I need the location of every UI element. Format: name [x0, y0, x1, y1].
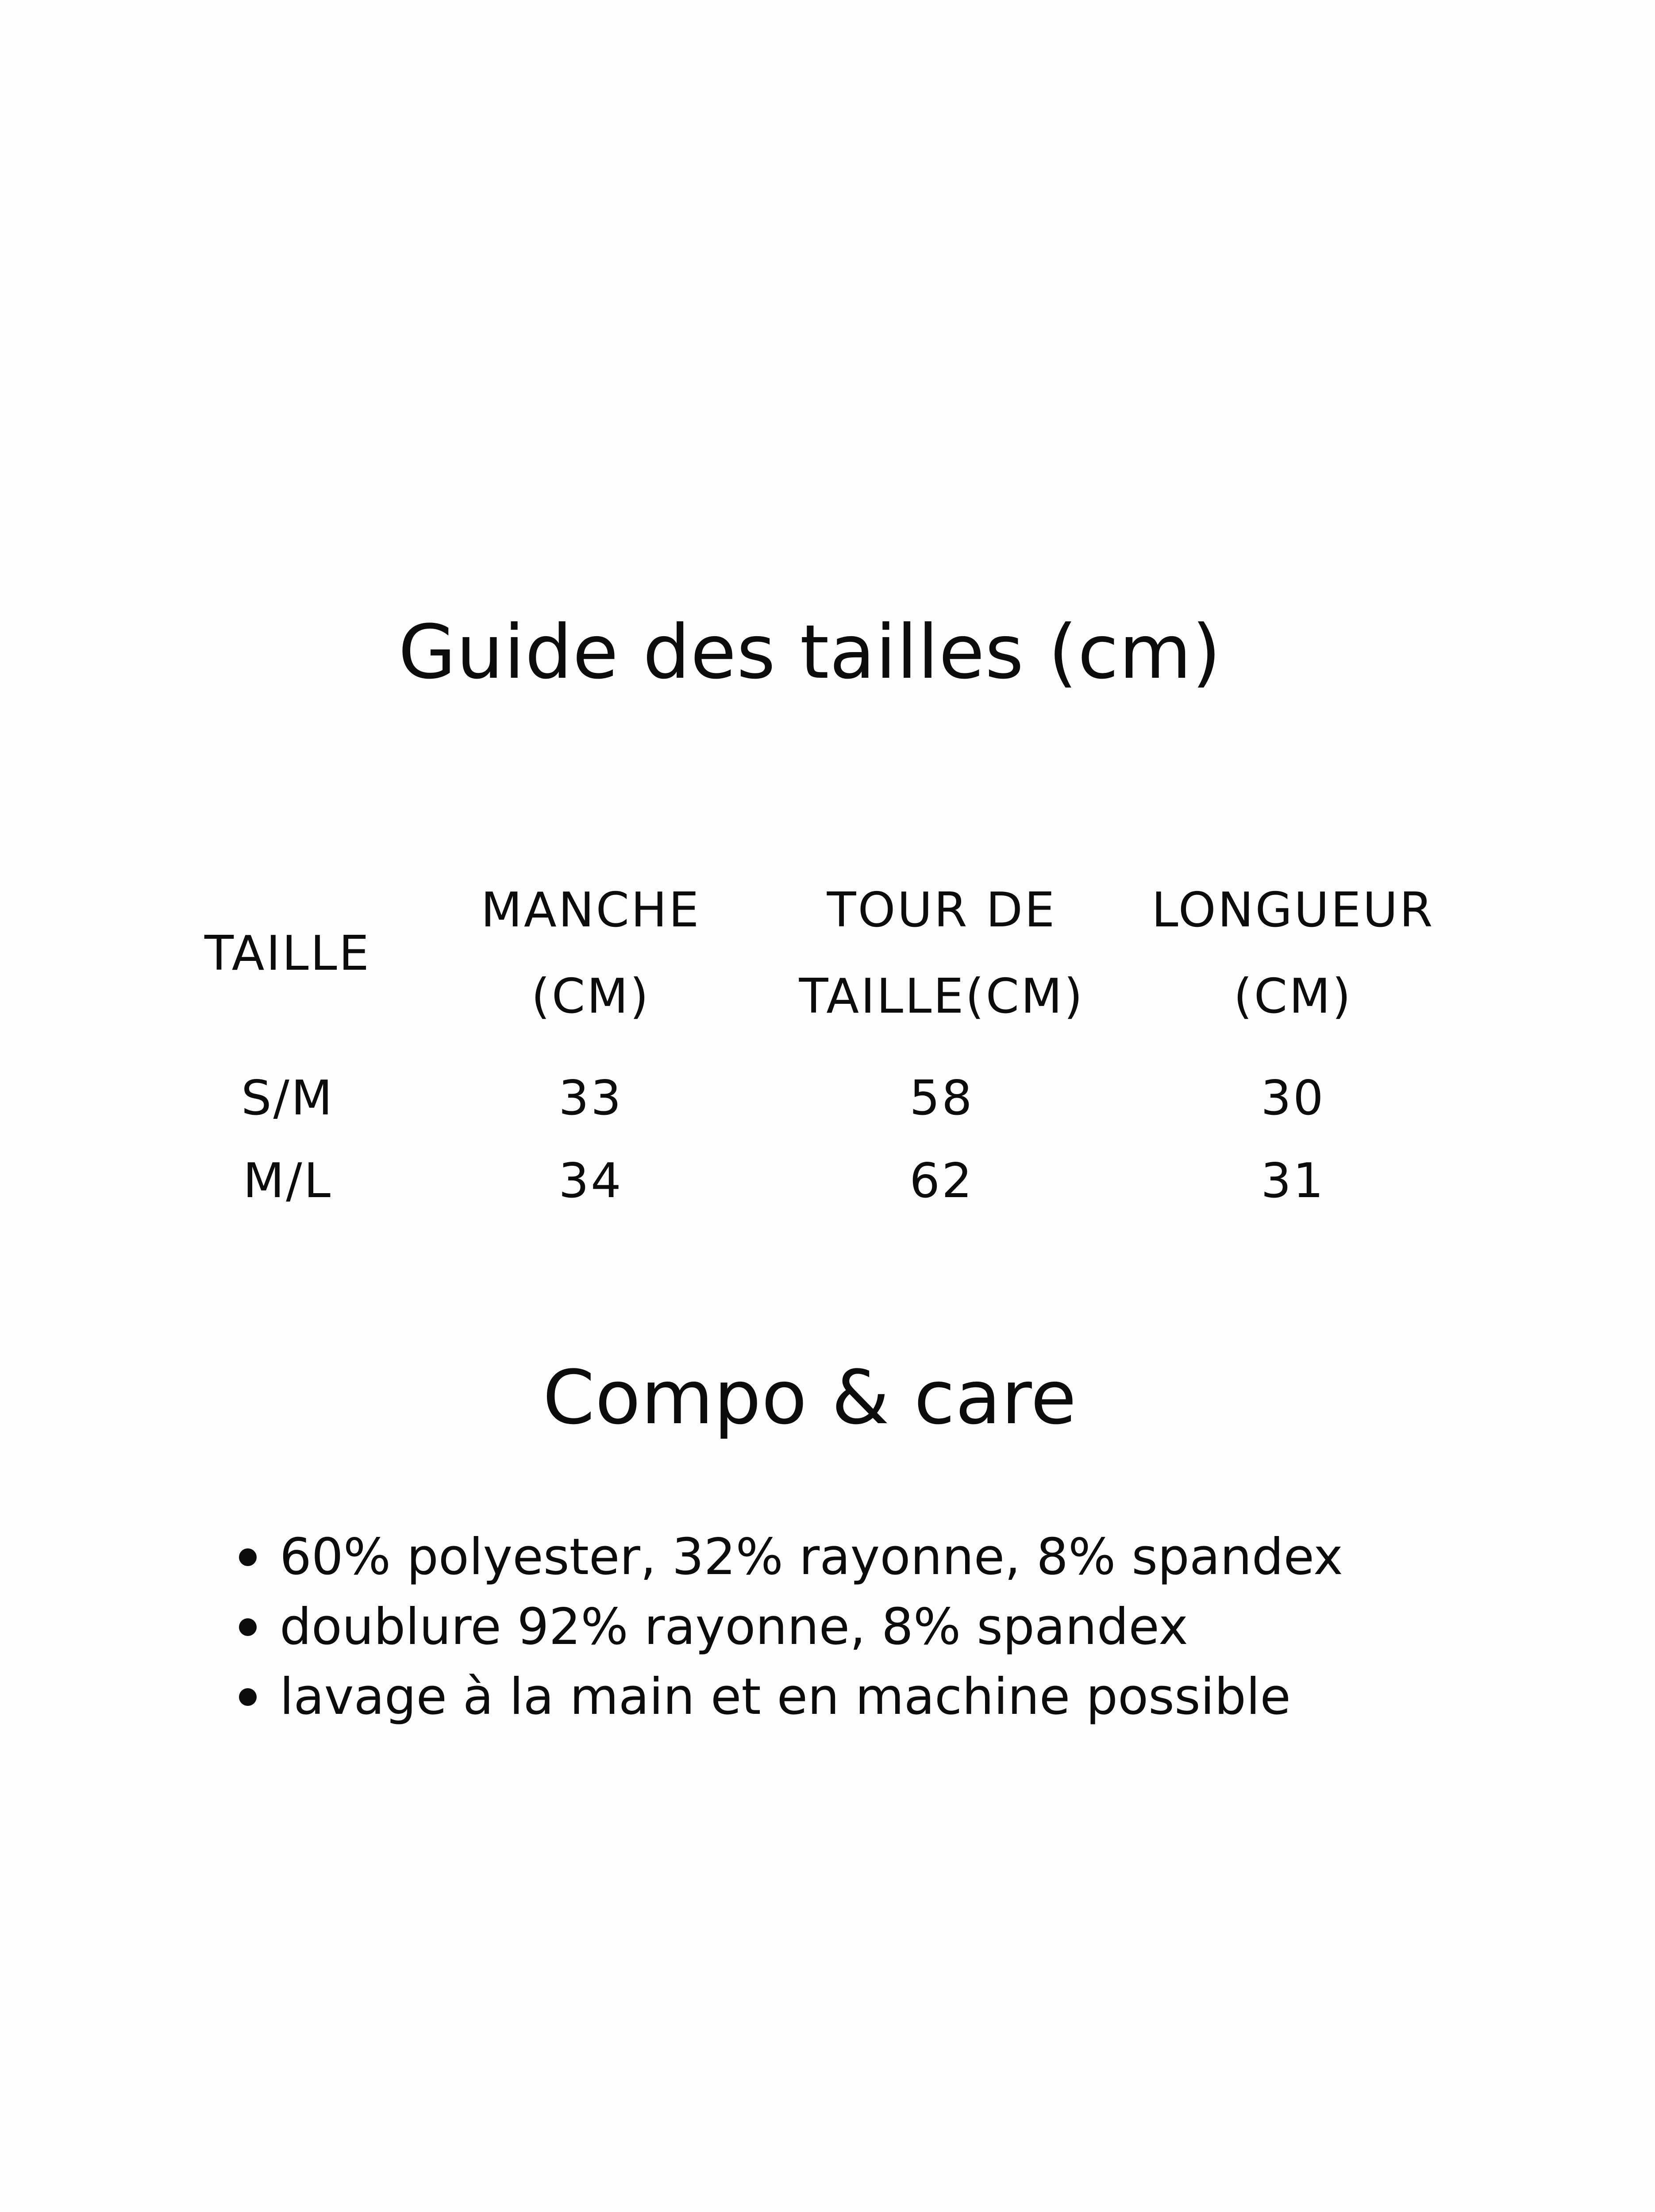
bullet-icon	[239, 1548, 257, 1566]
list-item	[230, 1662, 1343, 1732]
header-tour-line-1: TOUR DE	[827, 883, 1057, 938]
header-longueur-line-1: LONGUEUR	[1151, 883, 1435, 938]
header-manche	[481, 867, 701, 1040]
list-item	[230, 1592, 1343, 1662]
bullet-icon	[239, 1688, 257, 1706]
size-table	[0, 867, 1655, 1221]
table-cell-size: M/L	[243, 1153, 332, 1209]
size-guide-title: Guide des tailles (cm)	[398, 609, 1221, 695]
header-taille: TAILLE	[204, 926, 371, 981]
table-cell-tour-de-taille: 62	[909, 1153, 974, 1209]
table-cell-longueur: 31	[1261, 1153, 1325, 1209]
table-cell-longueur: 30	[1261, 1071, 1325, 1126]
bullet-icon	[239, 1618, 257, 1636]
header-manche-line-1: MANCHE	[481, 883, 701, 938]
care-item-text: lavage à la main et en machine possible	[280, 1667, 1291, 1726]
care-list	[230, 1522, 1343, 1732]
header-manche-line-2: (CM)	[531, 969, 650, 1024]
table-cell-tour-de-taille: 58	[909, 1071, 974, 1126]
table-cell-manche: 33	[558, 1071, 623, 1126]
care-item-text: 60% polyester, 32% rayonne, 8% spandex	[280, 1528, 1343, 1586]
compo-care-title: Compo & care	[543, 1354, 1077, 1441]
table-cell-size: S/M	[241, 1071, 335, 1126]
header-tour-line-2: TAILLE(CM)	[799, 969, 1085, 1024]
header-tour-de-taille	[799, 867, 1085, 1040]
table-cell-manche: 34	[558, 1153, 623, 1209]
header-longueur	[1151, 867, 1434, 1040]
care-item-text: doublure 92% rayonne, 8% spandex	[280, 1598, 1188, 1656]
header-longueur-line-2: (CM)	[1233, 969, 1353, 1024]
list-item	[230, 1522, 1343, 1592]
